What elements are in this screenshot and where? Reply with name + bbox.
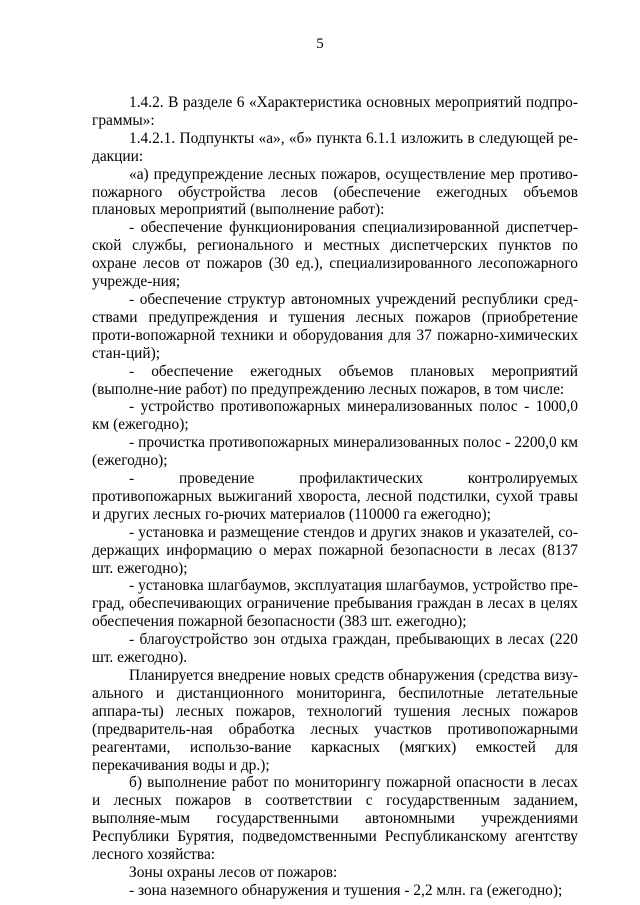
list-item-signs: - установка и размещение стендов и других знаков и указателей, со-держащих информацию о мерах пожарной безопасности в лесах (8137 шт. ежегодно); [92, 523, 578, 577]
list-item-annual-volumes: - обеспечение ежегодных объемов плановых мероприятий (выполне-ние работ) по предупреждению лесных пожаров, в том числе: [92, 362, 578, 398]
list-item-ground-detection-zone: - зона наземного обнаружения и тушения - 2,2 млн. га (ежегодно); [129, 881, 563, 899]
paragraph-subitem-b: б) выполнение работ по мониторингу пожарной опасности в лесах и лесных пожаров в соответствии с государственным заданием, выполняе-мым государственными автономными учреждениями Республики Бурятия, подведомственными Республиканскому агентству лесного хозяйства: [92, 774, 578, 864]
paragraph-1-4-2: 1.4.2. В разделе 6 «Характеристика основных мероприятий подпро-граммы»: [92, 94, 578, 129]
page-number: 5 [316, 36, 324, 52]
list-item-dispatch-service: - обеспечение функционирования специализированной диспетчер-ской службы, регионального и местных диспетчерских пунктов по охране лесов от пожаров (30 ед.), специализированного лесопожарного учрежде-ния; [92, 219, 578, 291]
list-item-controlled-burning: - проведение профилактических контролируемых противопожарных выжиганий хвороста, лесной подстилки, сухой травы и других лесных го-рючих материалов (110000 га ежегодно); [92, 470, 578, 523]
paragraph-new-detection-means: Планируется внедрение новых средств обнаружения (средства визу-ального и дистанционного мониторинга, беспилотные летательные аппара-ты) лесных пожаров, технологий тушения лесных пожаров (предваритель-ная обработка лесных участков противопожарными реагентами, использо-вание каркасных (мягких) емкостей для перекачивания воды и др.); [92, 667, 578, 774]
list-item-recreation-zones: - благоустройство зон отдыха граждан, пребывающих в лесах (220 шт. ежегодно). [92, 631, 578, 667]
paragraph-protection-zones: Зоны охраны лесов от пожаров: [129, 863, 338, 881]
list-item-barriers: - установка шлагбаумов, эксплуатация шлагбаумов, устройство пре-град, обеспечивающих ограничение пребывания граждан в лесах в целях обеспечения пожарной безопасности (383 шт. ежегодно); [92, 577, 578, 631]
list-item-firebreaks: - устройство противопожарных минерализованных полос - 1000,0 км (ежегодно); [92, 398, 578, 434]
paragraph-1-4-2-1: 1.4.2.1. Подпункты «а», «б» пункта 6.1.1 изложить в следующей ре-дакции: [92, 129, 578, 165]
list-item-firebreak-cleaning: - прочистка противопожарных минерализованных полос - 2200,0 км (ежегодно); [92, 434, 578, 470]
paragraph-subitem-a: «а) предупреждение лесных пожаров, осуществление мер противо-пожарного обустройства лесов (обеспечение ежегодных объемов плановых мероприятий (выполнение работ): [92, 165, 578, 219]
list-item-autonomous-institutions: - обеспечение структур автономных учреждений республики сред-ствами предупреждения и тушения лесных пожаров (приобретение проти-вопожарной техники и оборудования для 37 пожарно-химических стан-ций); [92, 290, 578, 362]
document-body [92, 94, 578, 900]
